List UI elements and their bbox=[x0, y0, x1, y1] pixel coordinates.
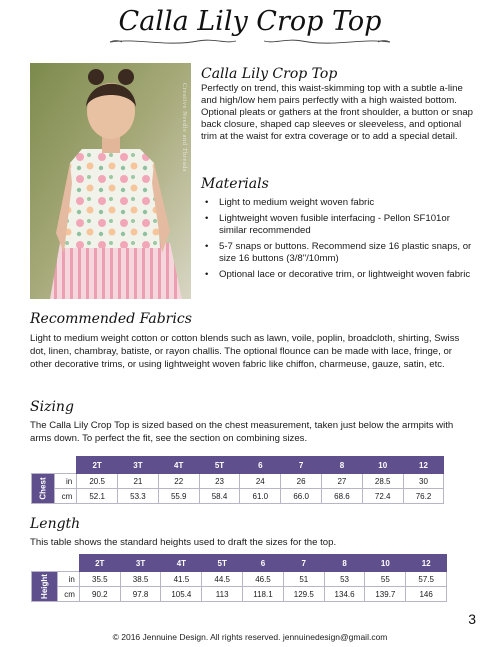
table-cell: 105.4 bbox=[161, 587, 202, 602]
table-cell: 52.1 bbox=[77, 489, 118, 504]
table-cell: 20.5 bbox=[77, 474, 118, 489]
table-cell: 46.5 bbox=[243, 572, 284, 587]
copyright-footer: © 2016 Jennuine Design. All rights reserved. jennuinedesign@gmail.com bbox=[112, 632, 388, 642]
unit-cell: in bbox=[57, 572, 79, 587]
table-row bbox=[32, 474, 444, 489]
height-row-label: Height bbox=[32, 572, 58, 602]
recommended-fabrics-heading: Recommended Fabrics bbox=[30, 311, 192, 327]
table-row bbox=[32, 572, 447, 587]
table-corner bbox=[32, 457, 77, 474]
table-cell: 51 bbox=[283, 572, 324, 587]
table-cell: 26 bbox=[281, 474, 322, 489]
sizing-paragraph: The Calla Lily Crop Top is sized based on the chest measurement, taken just below the armpits with arms down. To perfect the fit, see the section on combining sizes. bbox=[30, 420, 454, 444]
materials-item: • 5-7 snaps or buttons. Recommend size 16 plastic snaps, or size 16 buttons (3/8"/10mm) bbox=[205, 241, 480, 265]
table-cell: 139.7 bbox=[365, 587, 406, 602]
size-header: 8 bbox=[324, 555, 365, 572]
size-header: 5T bbox=[199, 457, 240, 474]
title-flourish-left bbox=[108, 36, 238, 48]
table-cell: 30 bbox=[403, 474, 444, 489]
size-header: 4T bbox=[158, 457, 199, 474]
size-header: 4T bbox=[161, 555, 202, 572]
table-cell: 118.1 bbox=[243, 587, 284, 602]
size-header: 10 bbox=[365, 555, 406, 572]
table-corner bbox=[32, 555, 80, 572]
materials-item: • Optional lace or decorative trim, or lightweight woven fabric bbox=[205, 269, 480, 281]
size-header: 10 bbox=[362, 457, 403, 474]
table-cell: 27 bbox=[322, 474, 363, 489]
chest-row-label: Chest bbox=[32, 474, 55, 504]
length-paragraph: This table shows the standard heights used to draft the sizes for the top. bbox=[30, 537, 337, 548]
height-size-table bbox=[31, 554, 447, 602]
materials-list bbox=[205, 197, 480, 286]
page-number: 3 bbox=[468, 611, 476, 627]
unit-cell: cm bbox=[55, 489, 77, 504]
table-cell: 24 bbox=[240, 474, 281, 489]
recommended-fabrics-paragraph: Light to medium weight cotton or cotton blends such as lawn, voile, poplin, broadcloth, shirting, Swiss dot, linen, chambray, batiste, or rayon challis. The optional flounce can be made with lace, fringe, or other decorative trims, or using lightweight woven fabric like chiffon, charmeuse, gauze, satin, etc. bbox=[30, 333, 460, 370]
table-cell: 90.2 bbox=[79, 587, 120, 602]
title-flourish-right bbox=[262, 36, 392, 48]
table-cell: 113 bbox=[202, 587, 243, 602]
intro-paragraph: Perfectly on trend, this waist-skimming top with a subtle a-line and high/low hem pairs perfectly with a high waisted bottom. Optional pleats or gathers at the front shoulder, a button or snap back closure, shaped cap sleeves or sleeveless, and optional trim at the waist for extra coverage or to add a special detail. bbox=[201, 83, 473, 143]
model-photo bbox=[30, 63, 191, 299]
table-cell: 55 bbox=[365, 572, 406, 587]
table-cell: 38.5 bbox=[120, 572, 161, 587]
size-header: 5T bbox=[202, 555, 243, 572]
size-header: 3T bbox=[118, 457, 159, 474]
table-cell: 53.3 bbox=[118, 489, 159, 504]
table-cell: 61.0 bbox=[240, 489, 281, 504]
table-cell: 146 bbox=[406, 587, 447, 602]
size-header: 3T bbox=[120, 555, 161, 572]
size-header: 7 bbox=[281, 457, 322, 474]
table-cell: 35.5 bbox=[79, 572, 120, 587]
table-cell: 129.5 bbox=[283, 587, 324, 602]
table-cell: 28.5 bbox=[362, 474, 403, 489]
length-heading: Length bbox=[30, 516, 81, 532]
chest-size-table bbox=[31, 456, 444, 504]
photo-watermark: Creative Needle and Threads bbox=[181, 83, 188, 172]
table-cell: 68.6 bbox=[322, 489, 363, 504]
page-title: Calla Lily Crop Top bbox=[118, 6, 382, 37]
size-header: 12 bbox=[403, 457, 444, 474]
table-cell: 44.5 bbox=[202, 572, 243, 587]
size-header: 12 bbox=[406, 555, 447, 572]
size-header: 7 bbox=[283, 555, 324, 572]
unit-cell: in bbox=[55, 474, 77, 489]
table-cell: 55.9 bbox=[158, 489, 199, 504]
size-header: 2T bbox=[77, 457, 118, 474]
table-cell: 58.4 bbox=[199, 489, 240, 504]
table-cell: 72.4 bbox=[362, 489, 403, 504]
materials-item: • Lightweight woven fusible interfacing - Pellon SF101or similar recommended bbox=[205, 213, 480, 237]
table-cell: 134.6 bbox=[324, 587, 365, 602]
size-header: 2T bbox=[79, 555, 120, 572]
size-header-row bbox=[32, 457, 444, 474]
materials-heading: Materials bbox=[201, 176, 269, 192]
table-row bbox=[32, 587, 447, 602]
sizing-heading: Sizing bbox=[30, 399, 74, 415]
table-cell: 23 bbox=[199, 474, 240, 489]
table-cell: 41.5 bbox=[161, 572, 202, 587]
size-header: 6 bbox=[240, 457, 281, 474]
table-cell: 66.0 bbox=[281, 489, 322, 504]
table-cell: 76.2 bbox=[403, 489, 444, 504]
unit-cell: cm bbox=[57, 587, 79, 602]
materials-item: • Light to medium weight woven fabric bbox=[205, 197, 480, 209]
table-row bbox=[32, 489, 444, 504]
table-cell: 53 bbox=[324, 572, 365, 587]
size-header: 8 bbox=[322, 457, 363, 474]
intro-heading: Calla Lily Crop Top bbox=[201, 66, 338, 82]
size-header: 6 bbox=[243, 555, 284, 572]
table-cell: 57.5 bbox=[406, 572, 447, 587]
table-cell: 21 bbox=[118, 474, 159, 489]
table-cell: 22 bbox=[158, 474, 199, 489]
table-cell: 97.8 bbox=[120, 587, 161, 602]
size-header-row bbox=[32, 555, 447, 572]
